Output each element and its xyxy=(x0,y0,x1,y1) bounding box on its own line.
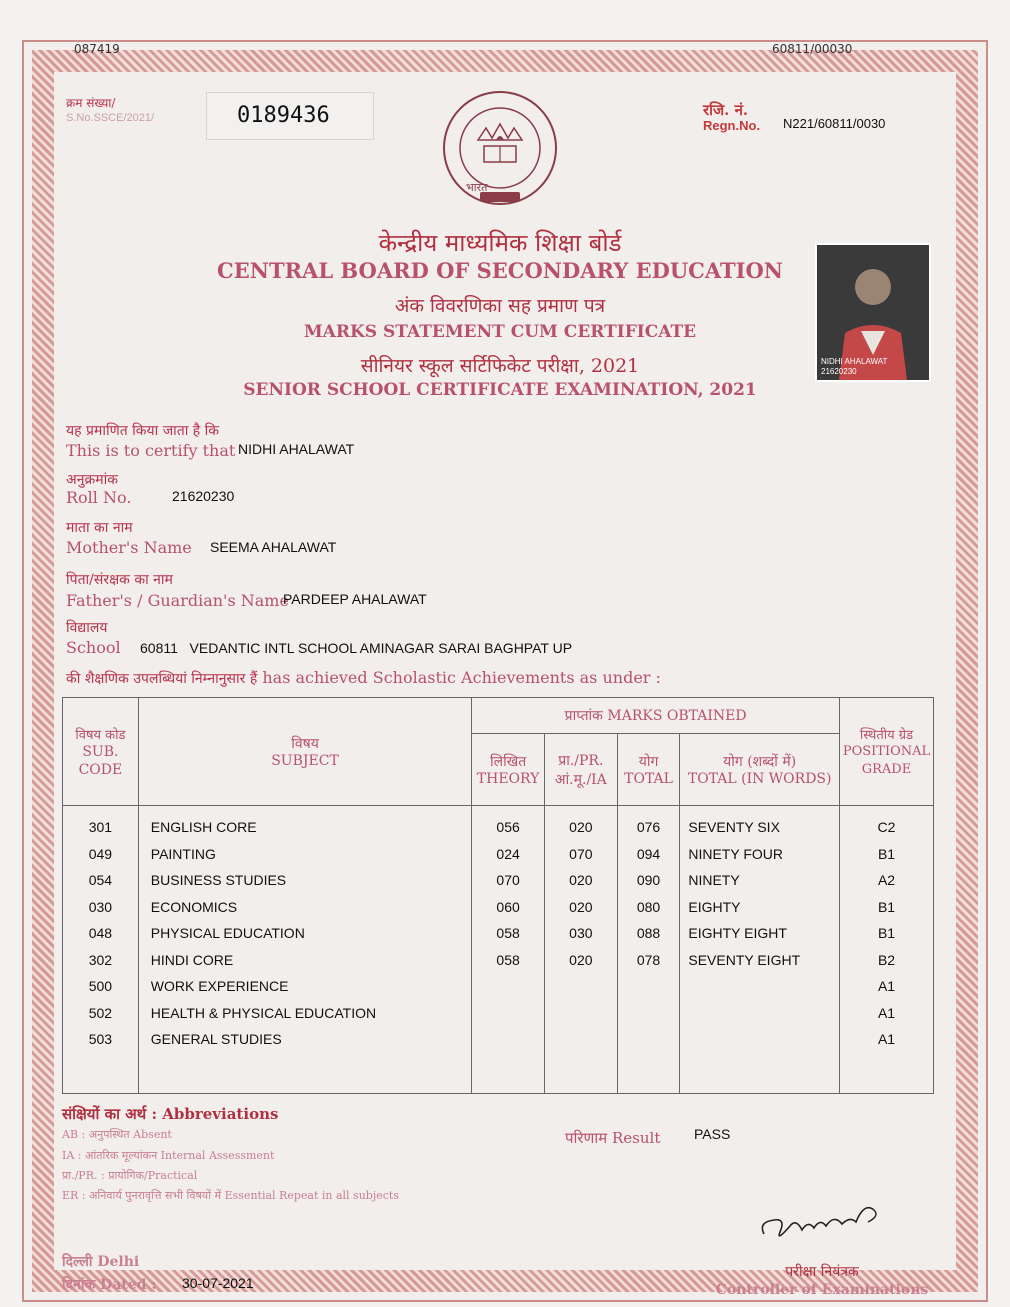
cell-code: 302 xyxy=(88,951,113,968)
cell-code: 030 xyxy=(88,898,113,915)
result-value: PASS xyxy=(694,1126,731,1142)
cell-grade: A1 xyxy=(877,1004,896,1021)
header-total-words-hi: योग (शब्दों में) xyxy=(723,754,797,770)
cell-pr: 070 xyxy=(569,845,593,862)
header-marks-obtained: प्राप्तांक MARKS OBTAINED xyxy=(472,698,840,734)
abbrev-ab: AB : अनुपस्थित Absent xyxy=(62,1128,172,1141)
header-total-hi: योग xyxy=(638,754,659,770)
cell-theory: 024 xyxy=(496,845,520,862)
abbrev-ia: IA : आंतरिक मूल्यांकन Internal Assessment xyxy=(62,1149,275,1162)
header-subject xyxy=(138,698,471,806)
roll-label-en: Roll No. xyxy=(66,488,132,507)
cell-pr: 020 xyxy=(569,872,593,888)
father-label-hi: पिता/संरक्षक का नाम xyxy=(66,572,173,588)
father-name: PARDEEP AHALAWAT xyxy=(283,591,427,607)
controller-title-en: Controller of Examinations xyxy=(715,1282,929,1298)
header-theory xyxy=(472,734,545,806)
cell-theory: 056 xyxy=(496,819,520,835)
cell-grade: A2 xyxy=(877,872,896,888)
header-grade xyxy=(840,698,934,806)
abbrev-pr: प्रा./PR. : प्रायोगिक/Practical xyxy=(62,1169,198,1182)
header-practical xyxy=(544,734,617,806)
achieved-line xyxy=(66,668,661,688)
cell-grade: B2 xyxy=(877,951,896,968)
header-subject-en: SUBJECT xyxy=(271,753,339,769)
cell-pr xyxy=(545,973,617,1000)
cell-pr: 020 xyxy=(569,819,593,835)
serial-number: 0189436 xyxy=(237,103,330,128)
col-grade xyxy=(840,806,934,1094)
cell-theory xyxy=(472,1026,544,1053)
header-grade-en: POSITIONAL GRADE xyxy=(842,743,931,777)
cell-theory: 070 xyxy=(496,872,520,888)
exam-title-hi: सीनियर स्कूल सर्टिफिकेट परीक्षा, 2021 xyxy=(360,355,640,377)
roll-label-hi: अनुक्रमांक xyxy=(66,472,118,488)
certificate-title-en: MARKS STATEMENT CUM CERTIFICATE xyxy=(303,322,697,342)
exam-title-en: SENIOR SCHOOL CERTIFICATE EXAMINATION, 2021 xyxy=(243,380,757,400)
cell-subject: ECONOMICS xyxy=(150,898,238,915)
achieved-label-hi: की शैक्षणिक उपलब्धियां निम्नानुसार हैं xyxy=(66,671,258,687)
candidate-photo xyxy=(815,243,931,382)
signature-icon xyxy=(756,1192,896,1252)
photo-caption: NIDHI AHALAWAT xyxy=(821,357,888,366)
cell-subject: PHYSICAL EDUCATION xyxy=(150,925,305,941)
col-words xyxy=(680,806,840,1094)
footer-dated: 30-07-2021 xyxy=(182,1275,254,1291)
certify-label-hi: यह प्रमाणित किया जाता है कि xyxy=(66,423,220,439)
cell-grade: C2 xyxy=(877,819,896,835)
cell-subject: ENGLISH CORE xyxy=(150,819,257,835)
serial-box xyxy=(206,92,374,140)
header-total-words-en: TOTAL (IN WORDS) xyxy=(687,771,832,787)
school-label-en: School xyxy=(66,638,121,657)
certify-label-en: This is to certify that xyxy=(66,441,236,460)
achieved-label-en: has achieved Scholastic Achievements as under : xyxy=(262,668,661,687)
header-sub-code-en: SUB. CODE xyxy=(78,743,123,778)
regn-label-en: Regn.No. xyxy=(703,118,761,133)
header-total xyxy=(617,734,680,806)
header-total-words xyxy=(680,734,840,806)
cell-pr xyxy=(545,1026,617,1053)
cell-theory: 058 xyxy=(496,951,520,968)
marks-table xyxy=(62,697,934,1094)
cell-pr: 020 xyxy=(569,898,593,915)
cell-total: 080 xyxy=(636,898,661,915)
cell-code: 049 xyxy=(88,845,113,862)
cell-words: NINETY FOUR xyxy=(688,845,783,862)
cell-words xyxy=(688,973,839,1000)
cell-subject: PAINTING xyxy=(150,845,216,862)
cell-code: 301 xyxy=(88,819,113,835)
result-label: परिणाम Result xyxy=(565,1129,661,1147)
footer-dated-label: दिनांक Dated : xyxy=(62,1277,157,1293)
abbrev-title: संक्षियों का अर्थ : Abbreviations xyxy=(62,1105,279,1123)
roll-number: 21620230 xyxy=(172,488,235,504)
school-label-hi: विद्यालय xyxy=(66,620,108,636)
header-grade-hi: स्थितीय ग्रेड xyxy=(859,727,914,743)
certificate-title-hi: अंक विवरणिका सह प्रमाण पत्र xyxy=(394,295,606,317)
cell-total: 078 xyxy=(636,951,661,968)
mother-label-en: Mother's Name xyxy=(66,538,192,557)
cell-code: 503 xyxy=(88,1031,113,1047)
cell-words: SEVENTY SIX xyxy=(688,819,780,835)
school-name: 60811 VEDANTIC INTL SCHOOL AMINAGAR SARAI BAGHPAT UP xyxy=(140,640,573,656)
cell-code: 054 xyxy=(88,872,113,888)
corner-number-right: 60811/00030 xyxy=(772,42,853,56)
cell-words xyxy=(688,1000,839,1027)
cell-code: 502 xyxy=(88,1004,113,1021)
candidate-name: NIDHI AHALAWAT xyxy=(238,441,355,457)
cell-pr: 030 xyxy=(569,925,593,941)
marks-body xyxy=(63,806,934,1094)
col-subject xyxy=(138,806,471,1094)
abbrev-er: ER : अनिवार्य पुनरावृत्ति सभी विषयों में Essential Repeat in all subjects xyxy=(62,1189,399,1202)
cell-grade: B1 xyxy=(877,898,896,915)
emblem-text-bottom: भारत xyxy=(466,181,488,194)
cbse-emblem-icon xyxy=(440,88,560,208)
header-practical-en: आं.मू./IA xyxy=(554,771,607,788)
footer-city: दिल्ली Delhi xyxy=(62,1254,140,1270)
cell-words: SEVENTY EIGHT xyxy=(688,951,801,968)
cell-code: 500 xyxy=(88,978,113,994)
cell-total xyxy=(618,1026,680,1053)
header-theory-hi: लिखित xyxy=(490,754,527,770)
cell-total: 076 xyxy=(636,819,661,835)
cell-subject: BUSINESS STUDIES xyxy=(150,872,287,888)
cell-pr xyxy=(545,1000,617,1027)
cell-theory: 058 xyxy=(496,925,520,941)
cell-subject: HINDI CORE xyxy=(150,951,234,968)
mother-label-hi: माता का नाम xyxy=(66,520,133,536)
header-practical-hi: प्रा./PR. xyxy=(558,752,604,769)
header-sub-code-hi: विषय कोड xyxy=(75,727,126,743)
cell-grade: A1 xyxy=(877,978,896,994)
cell-words: EIGHTY xyxy=(688,898,741,915)
board-name-hi: केन्द्रीय माध्यमिक शिक्षा बोर्ड xyxy=(378,229,622,257)
cell-subject: HEALTH & PHYSICAL EDUCATION xyxy=(150,1004,377,1021)
cell-total xyxy=(618,973,680,1000)
header-total-en: TOTAL xyxy=(624,771,673,787)
cell-words: NINETY xyxy=(688,872,740,888)
regn-number: N221/60811/0030 xyxy=(783,116,886,131)
serial-label-en: S.No.SSCE/2021/ xyxy=(66,112,155,124)
cell-code: 048 xyxy=(88,925,113,941)
header-sub-code xyxy=(63,698,139,806)
controller-title-hi: परीक्षा नियंत्रक xyxy=(785,1264,859,1280)
regn-label-hi: रजि. नं. xyxy=(703,101,749,119)
cell-total xyxy=(618,1000,680,1027)
cell-total: 088 xyxy=(636,925,661,941)
cell-grade: B1 xyxy=(877,925,896,941)
header-subject-hi: विषय xyxy=(291,736,319,752)
cell-pr: 020 xyxy=(569,951,593,968)
father-label-en: Father's / Guardian's Name xyxy=(66,591,289,610)
cell-words: EIGHTY EIGHT xyxy=(688,925,787,941)
corner-number-left: 087419 xyxy=(74,42,120,56)
cell-words xyxy=(688,1026,839,1053)
cell-total: 090 xyxy=(636,872,661,888)
header-theory-en: THEORY xyxy=(476,771,540,787)
col-code xyxy=(63,806,139,1094)
cell-theory xyxy=(472,973,544,1000)
photo-caption-roll: 21620230 xyxy=(821,367,857,376)
cell-total: 094 xyxy=(636,845,661,862)
cell-grade: B1 xyxy=(877,845,896,862)
board-name-en: CENTRAL BOARD OF SECONDARY EDUCATION xyxy=(217,258,783,283)
serial-label-hi: क्रम संख्या/ xyxy=(66,96,116,110)
mother-name: SEEMA AHALAWAT xyxy=(210,539,337,555)
cell-grade: A1 xyxy=(877,1031,896,1047)
cell-subject: WORK EXPERIENCE xyxy=(150,978,289,994)
cell-subject: GENERAL STUDIES xyxy=(150,1031,282,1047)
col-practical xyxy=(544,806,617,1094)
cell-theory xyxy=(472,1000,544,1027)
cell-theory: 060 xyxy=(496,898,520,915)
col-theory xyxy=(472,806,545,1094)
col-total xyxy=(617,806,680,1094)
